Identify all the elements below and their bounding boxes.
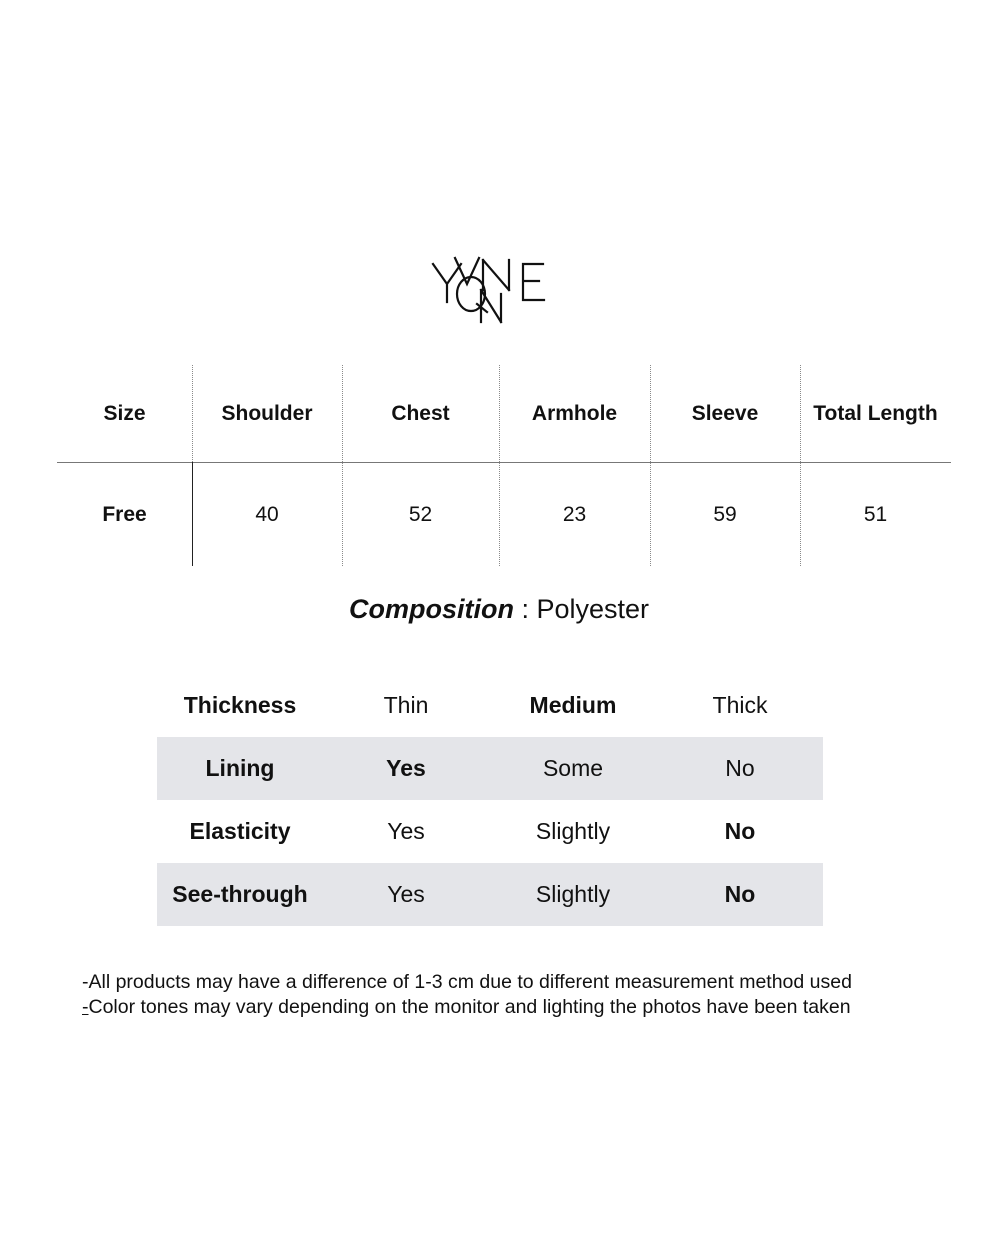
- property-option: Slightly: [535, 881, 611, 907]
- property-row-thickness: [157, 674, 823, 737]
- column-divider: [800, 365, 801, 566]
- chest-value: 52: [408, 503, 433, 526]
- property-name: Elasticity: [189, 818, 291, 844]
- property-option-selected: No: [724, 881, 756, 907]
- fabric-properties-table: [157, 674, 823, 926]
- sleeve-value: 59: [713, 503, 737, 526]
- property-name: Thickness: [183, 692, 297, 718]
- column-divider: [499, 365, 500, 566]
- composition-value: Polyester: [536, 594, 650, 624]
- size-chart: [57, 365, 951, 567]
- header-armhole: Armhole: [531, 401, 618, 425]
- note-measurement: -All products may have a difference of 1-3 cm due to different measurement method used: [82, 971, 852, 993]
- header-size: Size: [103, 401, 146, 425]
- header-total-length: Total Length: [813, 401, 938, 425]
- property-row-lining: [157, 737, 823, 800]
- disclaimer-notes: [82, 970, 962, 1020]
- property-name: Lining: [205, 755, 275, 781]
- property-option-selected: Yes: [386, 755, 426, 781]
- property-name: See-through: [172, 881, 308, 907]
- property-option: Yes: [387, 818, 425, 844]
- armhole-value: 23: [562, 503, 587, 526]
- property-option: No: [725, 755, 755, 781]
- property-row-elasticity: [157, 800, 823, 863]
- size-free-label: Free: [102, 503, 147, 526]
- property-option: Yes: [387, 881, 425, 907]
- row-label-divider: [192, 462, 193, 566]
- property-option-selected: Medium: [529, 692, 617, 718]
- total-length-value: 51: [863, 503, 888, 526]
- note-color: [82, 995, 962, 1020]
- property-row-see-through: [157, 863, 823, 926]
- composition-line: [0, 590, 998, 628]
- header-sleeve: Sleeve: [691, 401, 759, 425]
- shoulder-value: 40: [255, 503, 279, 526]
- property-option-selected: No: [724, 818, 756, 844]
- note-color-text: Color tones may vary depending on the monitor and lighting the photos have been taken: [88, 996, 851, 1018]
- property-option: Some: [542, 755, 604, 781]
- composition-separator: :: [513, 594, 537, 624]
- header-chest: Chest: [391, 401, 450, 425]
- header-shoulder: Shoulder: [221, 401, 313, 425]
- brand-logo: [429, 250, 553, 330]
- property-option: Slightly: [535, 818, 611, 844]
- column-divider: [342, 365, 343, 566]
- composition-label: Composition: [348, 594, 514, 624]
- note-color-dash: -: [82, 996, 89, 1018]
- property-option: Thin: [383, 692, 429, 718]
- property-option: Thick: [712, 692, 768, 718]
- column-divider: [192, 365, 193, 462]
- column-divider: [650, 365, 651, 566]
